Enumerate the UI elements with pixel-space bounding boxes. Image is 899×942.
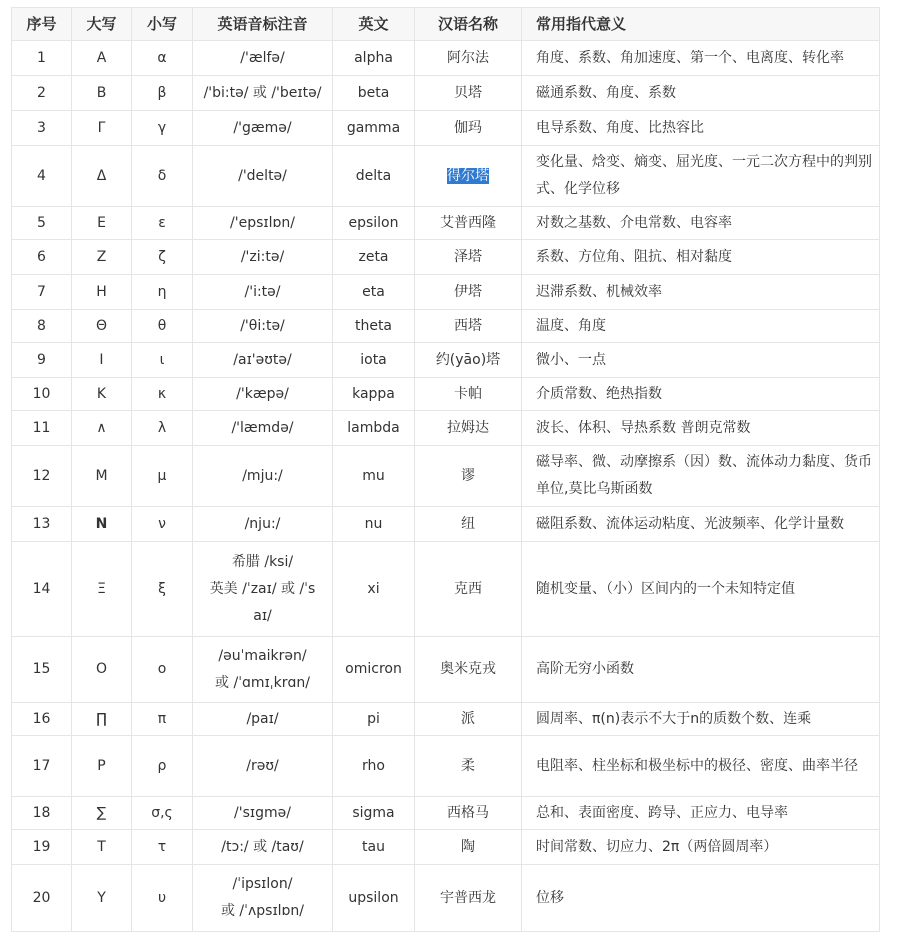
table-row bbox=[12, 446, 880, 507]
lowercase-letter: ο bbox=[132, 637, 193, 703]
uppercase-letter: ∧ bbox=[72, 411, 132, 446]
chinese-name bbox=[415, 343, 522, 378]
chinese-name bbox=[415, 207, 522, 240]
chinese-name bbox=[415, 310, 522, 343]
ipa-line: /aɪ'əʊtə/ bbox=[233, 351, 292, 368]
ipa-pronunciation bbox=[193, 275, 333, 310]
meaning: 对数之基数、介电常数、电容率 bbox=[522, 207, 880, 240]
chinese-name-text: 艾普西隆 bbox=[440, 214, 496, 231]
row-number: 17 bbox=[12, 736, 72, 797]
english-name: eta bbox=[333, 275, 415, 310]
meaning: 磁导率、微、动摩擦系（因）数、流体动力黏度、货币单位,莫比乌斯函数 bbox=[522, 446, 880, 507]
ipa-pronunciation bbox=[193, 446, 333, 507]
ipa-line: /'sɪgmə/ bbox=[234, 804, 291, 821]
chinese-name-text: 柔 bbox=[461, 757, 475, 774]
table-row bbox=[12, 275, 880, 310]
lowercase-letter: δ bbox=[132, 146, 193, 207]
col-header-number: 序号 bbox=[12, 8, 72, 41]
chinese-name bbox=[415, 830, 522, 865]
table-row bbox=[12, 797, 880, 830]
chinese-name-text: 纽 bbox=[461, 515, 475, 532]
col-header-english: 英文 bbox=[333, 8, 415, 41]
chinese-name-text: 西格马 bbox=[447, 804, 489, 821]
meaning: 磁通系数、角度、系数 bbox=[522, 76, 880, 111]
row-number: 5 bbox=[12, 207, 72, 240]
col-header-chinese: 汉语名称 bbox=[415, 8, 522, 41]
table-row bbox=[12, 146, 880, 207]
english-name: alpha bbox=[333, 41, 415, 76]
table-row bbox=[12, 736, 880, 797]
ipa-pronunciation bbox=[193, 111, 333, 146]
table-row bbox=[12, 207, 880, 240]
chinese-name bbox=[415, 865, 522, 932]
english-name: theta bbox=[333, 310, 415, 343]
ipa-pronunciation bbox=[193, 736, 333, 797]
chinese-name-text: 派 bbox=[461, 710, 475, 727]
lowercase-letter: ζ bbox=[132, 240, 193, 275]
meaning: 角度、系数、角加速度、第一个、电离度、转化率 bbox=[522, 41, 880, 76]
english-name: gamma bbox=[333, 111, 415, 146]
row-number: 14 bbox=[12, 542, 72, 637]
lowercase-letter: β bbox=[132, 76, 193, 111]
chinese-name-text: 约(yāo)塔 bbox=[435, 351, 501, 368]
meaning: 圆周率、π(n)表示不大于n的质数个数、连乘 bbox=[522, 703, 880, 736]
lowercase-letter: π bbox=[132, 703, 193, 736]
chinese-name-text: 谬 bbox=[461, 467, 475, 484]
ipa-pronunciation bbox=[193, 343, 333, 378]
lowercase-letter: θ bbox=[132, 310, 193, 343]
ipa-line: /paɪ/ bbox=[246, 710, 279, 727]
ipa-line: /'læmdə/ bbox=[231, 419, 294, 436]
english-name: sigma bbox=[333, 797, 415, 830]
ipa-line: 英美 /ˈzaɪ/ 或 /ˈs bbox=[209, 580, 316, 597]
ipa-pronunciation bbox=[193, 797, 333, 830]
ipa-line: /ˈipsɪlon/ bbox=[232, 876, 293, 892]
uppercase-letter: I bbox=[72, 343, 132, 378]
uppercase-letter: Γ bbox=[72, 111, 132, 146]
ipa-line: /əuˈmaikrən/ bbox=[218, 647, 307, 664]
uppercase-letter: B bbox=[72, 76, 132, 111]
lowercase-letter: α bbox=[132, 41, 193, 76]
row-number: 9 bbox=[12, 343, 72, 378]
table-row bbox=[12, 111, 880, 146]
lowercase-letter: ξ bbox=[132, 542, 193, 637]
ipa-line: /'zi:tə/ bbox=[240, 248, 285, 265]
ipa-pronunciation bbox=[193, 542, 333, 637]
meaning: 随机变量、（小）区间内的一个未知特定值 bbox=[522, 542, 880, 637]
meaning: 系数、方位角、阻抗、相对黏度 bbox=[522, 240, 880, 275]
chinese-name-text: 陶 bbox=[461, 838, 475, 855]
chinese-name-text: 克西 bbox=[454, 580, 482, 597]
col-header-ipa: 英语音标注音 bbox=[193, 8, 333, 41]
meaning: 迟滞系数、机械效率 bbox=[522, 275, 880, 310]
meaning: 电阻率、柱坐标和极坐标中的极径、密度、曲率半径 bbox=[522, 736, 880, 797]
table-row bbox=[12, 865, 880, 932]
chinese-name-text: 奥米克戎 bbox=[440, 661, 496, 677]
uppercase-letter: Y bbox=[72, 865, 132, 932]
row-number: 2 bbox=[12, 76, 72, 111]
chinese-name bbox=[415, 146, 522, 207]
uppercase-letter: K bbox=[72, 378, 132, 411]
ipa-line: 希腊 /ksi/ bbox=[231, 553, 294, 570]
chinese-name bbox=[415, 797, 522, 830]
chinese-name bbox=[415, 507, 522, 542]
uppercase-letter: Θ bbox=[72, 310, 132, 343]
chinese-name bbox=[415, 41, 522, 76]
chinese-name bbox=[415, 275, 522, 310]
table-row bbox=[12, 76, 880, 111]
ipa-pronunciation bbox=[193, 507, 333, 542]
english-name: omicron bbox=[333, 637, 415, 703]
chinese-name bbox=[415, 240, 522, 275]
ipa-line: /'bi:tə/ 或 /'beɪtə/ bbox=[203, 84, 322, 101]
greek-alphabet-table bbox=[11, 7, 880, 932]
uppercase-letter: Ξ bbox=[72, 542, 132, 637]
ipa-pronunciation bbox=[193, 411, 333, 446]
uppercase-letter: P bbox=[72, 736, 132, 797]
chinese-name-text: 卡帕 bbox=[454, 385, 482, 402]
row-number: 7 bbox=[12, 275, 72, 310]
col-header-meaning: 常用指代意义 bbox=[522, 8, 880, 41]
english-name: pi bbox=[333, 703, 415, 736]
lowercase-letter: ε bbox=[132, 207, 193, 240]
uppercase-letter: Δ bbox=[72, 146, 132, 207]
meaning: 波长、体积、导热系数 普朗克常数 bbox=[522, 411, 880, 446]
table-row bbox=[12, 310, 880, 343]
chinese-name-text: 拉姆达 bbox=[447, 419, 489, 436]
chinese-name-text: 阿尔法 bbox=[447, 49, 489, 66]
row-number: 11 bbox=[12, 411, 72, 446]
meaning: 介质常数、绝热指数 bbox=[522, 378, 880, 411]
chinese-name bbox=[415, 411, 522, 446]
table-row bbox=[12, 830, 880, 865]
english-name: lambda bbox=[333, 411, 415, 446]
uppercase-letter: Z bbox=[72, 240, 132, 275]
ipa-pronunciation bbox=[193, 146, 333, 207]
lowercase-letter: κ bbox=[132, 378, 193, 411]
row-number: 12 bbox=[12, 446, 72, 507]
uppercase-letter: E bbox=[72, 207, 132, 240]
lowercase-letter: σ,ς bbox=[132, 797, 193, 830]
row-number: 4 bbox=[12, 146, 72, 207]
row-number: 20 bbox=[12, 865, 72, 932]
chinese-name-text: 伊塔 bbox=[454, 283, 482, 300]
meaning: 总和、表面密度、跨导、正应力、电导率 bbox=[522, 797, 880, 830]
english-name: tau bbox=[333, 830, 415, 865]
table-row bbox=[12, 703, 880, 736]
ipa-line: /'θi:tə/ bbox=[240, 317, 285, 334]
meaning: 位移 bbox=[522, 865, 880, 932]
ipa-line: aɪ/ bbox=[253, 607, 272, 624]
english-name: xi bbox=[333, 542, 415, 637]
ipa-pronunciation bbox=[193, 378, 333, 411]
chinese-name bbox=[415, 378, 522, 411]
lowercase-letter: ν bbox=[132, 507, 193, 542]
table-row bbox=[12, 343, 880, 378]
meaning: 时间常数、切应力、2π（两倍圆周率） bbox=[522, 830, 880, 865]
col-header-lowercase: 小写 bbox=[132, 8, 193, 41]
lowercase-letter: υ bbox=[132, 865, 193, 932]
row-number: 10 bbox=[12, 378, 72, 411]
ipa-pronunciation bbox=[193, 637, 333, 703]
english-name: kappa bbox=[333, 378, 415, 411]
chinese-name-text: 泽塔 bbox=[454, 248, 482, 265]
ipa-pronunciation bbox=[193, 41, 333, 76]
uppercase-letter: O bbox=[72, 637, 132, 703]
row-number: 18 bbox=[12, 797, 72, 830]
ipa-line: /'kæpə/ bbox=[236, 385, 289, 402]
uppercase-letter: H bbox=[72, 275, 132, 310]
row-number: 13 bbox=[12, 507, 72, 542]
ipa-pronunciation bbox=[193, 76, 333, 111]
lowercase-letter: τ bbox=[132, 830, 193, 865]
chinese-name bbox=[415, 446, 522, 507]
uppercase-letter: ∑ bbox=[72, 797, 132, 830]
table-header-row bbox=[12, 8, 880, 41]
chinese-name bbox=[415, 542, 522, 637]
table-row bbox=[12, 637, 880, 703]
lowercase-letter: λ bbox=[132, 411, 193, 446]
ipa-pronunciation bbox=[193, 703, 333, 736]
lowercase-letter: ρ bbox=[132, 736, 193, 797]
ipa-pronunciation bbox=[193, 310, 333, 343]
chinese-name bbox=[415, 111, 522, 146]
meaning: 电导系数、角度、比热容比 bbox=[522, 111, 880, 146]
lowercase-letter: ι bbox=[132, 343, 193, 378]
chinese-name bbox=[415, 637, 522, 703]
ipa-line: /'ælfə/ bbox=[240, 49, 285, 66]
table-row bbox=[12, 41, 880, 76]
uppercase-letter: M bbox=[72, 446, 132, 507]
ipa-line: /'gæmə/ bbox=[233, 119, 292, 136]
uppercase-letter: ∏ bbox=[72, 703, 132, 736]
chinese-name-text: 西塔 bbox=[454, 317, 482, 334]
lowercase-letter: η bbox=[132, 275, 193, 310]
ipa-line: /'i:tə/ bbox=[244, 283, 281, 300]
ipa-line: /rəʊ/ bbox=[246, 757, 279, 774]
selected-text: 得尔塔 bbox=[447, 167, 489, 184]
ipa-line: /'epsɪlɒn/ bbox=[230, 214, 295, 231]
col-header-uppercase: 大写 bbox=[72, 8, 132, 41]
english-name: rho bbox=[333, 736, 415, 797]
chinese-name bbox=[415, 736, 522, 797]
english-name: epsilon bbox=[333, 207, 415, 240]
meaning: 变化量、焓变、熵变、屈光度、一元二次方程中的判别式、化学位移 bbox=[522, 146, 880, 207]
row-number: 6 bbox=[12, 240, 72, 275]
english-name: nu bbox=[333, 507, 415, 542]
meaning: 温度、角度 bbox=[522, 310, 880, 343]
ipa-line: /tɔ:/ 或 /taʊ/ bbox=[221, 838, 304, 855]
ipa-pronunciation bbox=[193, 865, 333, 932]
chinese-name-text: 宇普西龙 bbox=[440, 889, 496, 906]
ipa-line: /nju:/ bbox=[244, 515, 281, 532]
uppercase-letter: N bbox=[72, 507, 132, 542]
ipa-line: /mju:/ bbox=[242, 467, 283, 484]
ipa-line: 或 /ˈʌpsɪlɒn/ bbox=[220, 903, 305, 919]
row-number: 1 bbox=[12, 41, 72, 76]
english-name: upsilon bbox=[333, 865, 415, 932]
uppercase-letter: A bbox=[72, 41, 132, 76]
row-number: 19 bbox=[12, 830, 72, 865]
table-row bbox=[12, 507, 880, 542]
table-row bbox=[12, 411, 880, 446]
chinese-name bbox=[415, 703, 522, 736]
meaning: 磁阻系数、流体运动粘度、光波频率、化学计量数 bbox=[522, 507, 880, 542]
meaning: 高阶无穷小函数 bbox=[522, 637, 880, 703]
meaning: 微小、一点 bbox=[522, 343, 880, 378]
ipa-pronunciation bbox=[193, 830, 333, 865]
ipa-line: /'deltə/ bbox=[238, 167, 287, 184]
english-name: delta bbox=[333, 146, 415, 207]
chinese-name-text: 贝塔 bbox=[454, 84, 482, 101]
english-name: beta bbox=[333, 76, 415, 111]
ipa-line: 或 /ˈɑmɪˌkrɑn/ bbox=[215, 674, 310, 691]
lowercase-letter: γ bbox=[132, 111, 193, 146]
chinese-name bbox=[415, 76, 522, 111]
english-name: mu bbox=[333, 446, 415, 507]
row-number: 16 bbox=[12, 703, 72, 736]
ipa-pronunciation bbox=[193, 240, 333, 275]
row-number: 3 bbox=[12, 111, 72, 146]
english-name: iota bbox=[333, 343, 415, 378]
chinese-name-text: 伽玛 bbox=[454, 119, 482, 136]
table-row bbox=[12, 240, 880, 275]
row-number: 15 bbox=[12, 637, 72, 703]
table-row bbox=[12, 542, 880, 637]
uppercase-letter: T bbox=[72, 830, 132, 865]
table-row bbox=[12, 378, 880, 411]
lowercase-letter: μ bbox=[132, 446, 193, 507]
row-number: 8 bbox=[12, 310, 72, 343]
ipa-pronunciation bbox=[193, 207, 333, 240]
table-body bbox=[12, 41, 880, 932]
english-name: zeta bbox=[333, 240, 415, 275]
